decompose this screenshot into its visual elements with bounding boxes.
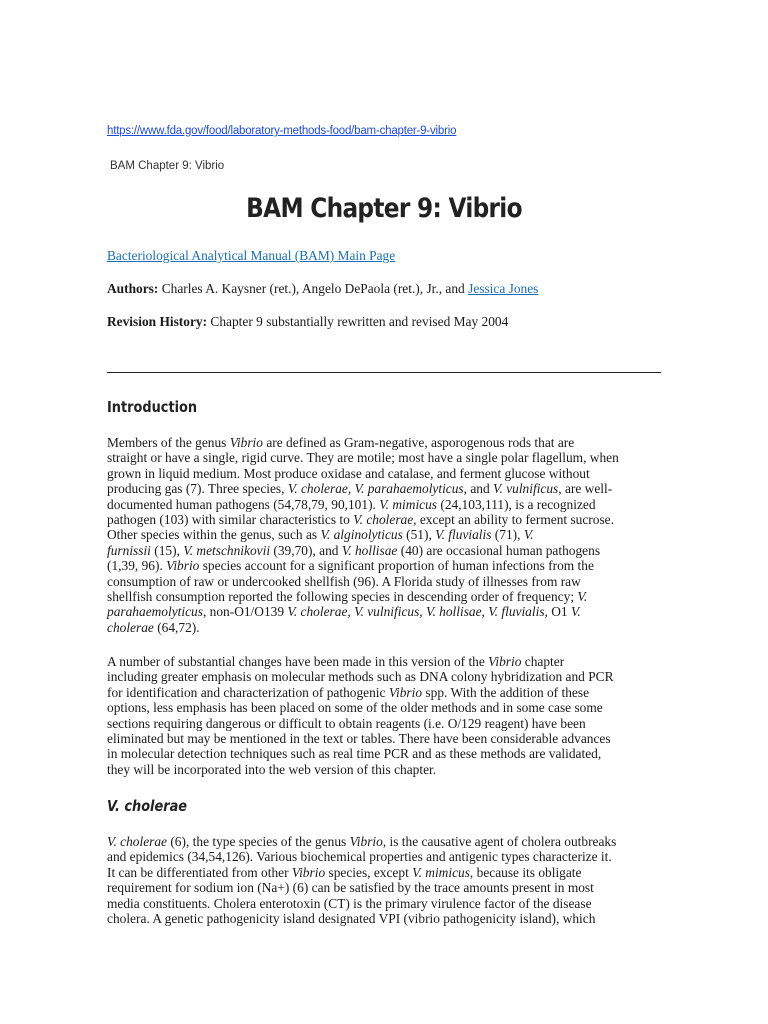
revision-history-line [107, 314, 508, 329]
text-run: grown in liquid medium. Most produce oxidase and catalase, and ferment glucose without [107, 465, 590, 481]
italic-text: furnissii [107, 542, 151, 558]
introduction-paragraph-2 [107, 654, 661, 777]
paragraph-line [107, 543, 661, 558]
text-run: spp. With the addition of these [422, 684, 590, 700]
italic-text: V. cholerae [287, 481, 348, 497]
author-link-jessica-jones[interactable]: Jessica Jones [468, 281, 539, 296]
paragraph-line [107, 481, 661, 496]
italic-text: cholerae [107, 619, 154, 635]
text-run: are defined as Gram-negative, asporogenous rods that are [262, 435, 575, 450]
text-run: , is the causative agent of cholera outbreaks [382, 834, 617, 849]
text-run: straight or have a single, rigid curve. They are motile; most have a single polar flagellum, when [107, 450, 619, 466]
text-run: It can be differentiated from other [107, 864, 292, 880]
italic-text: V. metschnikovii [183, 542, 271, 558]
paragraph-line [107, 896, 661, 911]
text-run: , except an ability to ferment sucrose. [413, 512, 614, 528]
text-run: (24,103,111), is a recognized [437, 496, 596, 512]
paragraph-line [107, 466, 661, 481]
horizontal-divider [107, 372, 661, 373]
revision-history-text: Chapter 9 substantially rewritten and revised May 2004 [207, 314, 509, 329]
section-heading-v-cholerae: V. cholerae [107, 797, 188, 815]
italic-text: V. hollisae [341, 542, 398, 558]
text-run: for identification and characterization of pathogenic [107, 684, 389, 700]
italic-text: Vibrio [166, 558, 200, 574]
italic-text: V. cholerae [107, 834, 167, 849]
source-url-link[interactable]: https://www.fda.gov/food/laboratory-methods-food/bam-chapter-9-vibrio [107, 125, 457, 137]
text-run: chapter [521, 654, 565, 669]
text-run: , are well- [558, 481, 613, 497]
paragraph-line [107, 512, 661, 527]
italic-text: Vibrio [291, 864, 326, 880]
paragraph-line [107, 834, 661, 849]
paragraph-line [107, 450, 661, 465]
text-run: producing gas (7). Three species, [107, 481, 288, 497]
italic-text: V. vulnificus [493, 481, 559, 497]
paragraph-line [107, 589, 661, 604]
italic-text: V. fluvialis [435, 527, 492, 543]
text-run: species, except [325, 864, 413, 880]
paragraph-line [107, 654, 661, 669]
page-title: BAM Chapter 9: Vibrio [246, 193, 522, 224]
italic-text: parahaemolyticus [107, 604, 203, 620]
text-run: (15), [150, 542, 184, 558]
page-header-label: BAM Chapter 9: Vibrio [110, 160, 225, 172]
paragraph-line [107, 497, 661, 512]
text-run: A number of substantial changes have been made in this version of the [107, 654, 489, 669]
text-run: Other species within the genus, such as [107, 527, 321, 543]
paragraph-line [107, 604, 661, 619]
paragraph-line [107, 435, 661, 450]
bam-main-page-link[interactable]: Bacteriological Analytical Manual (BAM) Main Page [107, 248, 396, 263]
v-cholerae-paragraph-1 [107, 834, 661, 926]
italic-text: V. mimicus [412, 864, 470, 880]
text-run: sections requiring dangerous or difficult to obtain reagents (i.e. O/129 reagent) have been [107, 715, 586, 731]
paragraph-line [107, 731, 661, 746]
authors-label: Authors: [107, 281, 159, 296]
text-run: (1,39, 96). [107, 558, 167, 574]
text-run: (64,72). [153, 619, 200, 635]
italic-text: V. cholerae, V. vulnificus, V. hollisae, V. fluvialis, [287, 604, 548, 620]
paragraph-line [107, 574, 661, 589]
paragraph-line [107, 685, 661, 700]
italic-text: V. cholerae [353, 512, 414, 528]
text-run: , non-O1/O139 [202, 604, 288, 620]
text-run: , because its obligate [469, 864, 582, 880]
text-run: (39,70), and [270, 542, 342, 558]
authors-line [107, 281, 538, 296]
text-run: cholera. A genetic pathogenicity island designated VPI (vibrio pathogenicity island), which [107, 911, 596, 927]
text-run: requirement for sodium ion (Na+) (6) can be satisfied by the trace amounts present in most [107, 880, 594, 896]
paragraph-line [107, 880, 661, 895]
italic-text: V. [570, 604, 581, 620]
italic-text: V. [577, 589, 588, 605]
italic-text: Vibrio [349, 834, 383, 849]
paragraph-line [107, 527, 661, 542]
introduction-paragraph-1 [107, 435, 661, 635]
italic-text: V. alginolyticus [320, 527, 403, 543]
text-run: options, less emphasis has been placed on some of the older methods and in some case some [107, 700, 603, 716]
text-run: (6), the type species of the genus [167, 834, 350, 849]
text-run: in molecular detection techniques such as real time PCR and as these methods are validated, [107, 746, 602, 762]
paragraph-line [107, 558, 661, 573]
paragraph-line [107, 762, 661, 777]
paragraph-line [107, 716, 661, 731]
italic-text: Vibrio [229, 435, 263, 450]
revision-history-label: Revision History: [107, 314, 208, 329]
text-run: eliminated but may be mentioned in the text or tables. There have been considerable advances [107, 731, 611, 747]
paragraph-line [107, 746, 661, 761]
text-run: shellfish consumption reported the following species in descending order of frequency; [107, 589, 578, 605]
paragraph-line [107, 911, 661, 926]
paragraph-line [107, 700, 661, 715]
paragraph-line [107, 849, 661, 864]
text-run: and epidemics (34,54,126). Various biochemical properties and antigenic types characterize it. [107, 849, 612, 865]
italic-text: V. parahaemolyticus [354, 481, 464, 497]
text-run: , [347, 481, 355, 497]
text-run: documented human pathogens (54,78,79, 90,101). [107, 496, 380, 512]
text-run: species account for a significant proportion of human infections from the [199, 558, 594, 574]
text-run: (40) are occasional human pathogens [397, 542, 601, 558]
text-run: they will be incorporated into the web version of this chapter. [107, 761, 437, 777]
italic-text: V. [523, 527, 534, 543]
authors-text: Charles A. Kaysner (ret.), Angelo DePaola (ret.), Jr., and [158, 281, 469, 296]
text-run: Members of the genus [107, 435, 230, 450]
text-run: (51), [402, 527, 436, 543]
italic-text: Vibrio [388, 684, 423, 700]
italic-text: Vibrio [488, 654, 522, 669]
text-run: including greater emphasis on molecular methods such as DNA colony hybridization and PCR [107, 669, 614, 685]
text-run: consumption of raw or undercooked shellfish (96). A Florida study of illnesses from raw [107, 573, 581, 589]
paragraph-line [107, 620, 661, 635]
paragraph-line [107, 865, 661, 880]
section-heading-introduction: Introduction [107, 398, 198, 416]
text-run: media constituents. Cholera enterotoxin (CT) is the primary virulence factor of the disease [107, 895, 592, 911]
paragraph-line [107, 669, 661, 684]
text-run: O1 [547, 604, 571, 620]
text-run: (71), [491, 527, 524, 543]
italic-text: V. mimicus [379, 496, 438, 512]
text-run: pathogen (103) with similar characteristics to [107, 512, 354, 528]
text-run: , and [463, 481, 494, 497]
